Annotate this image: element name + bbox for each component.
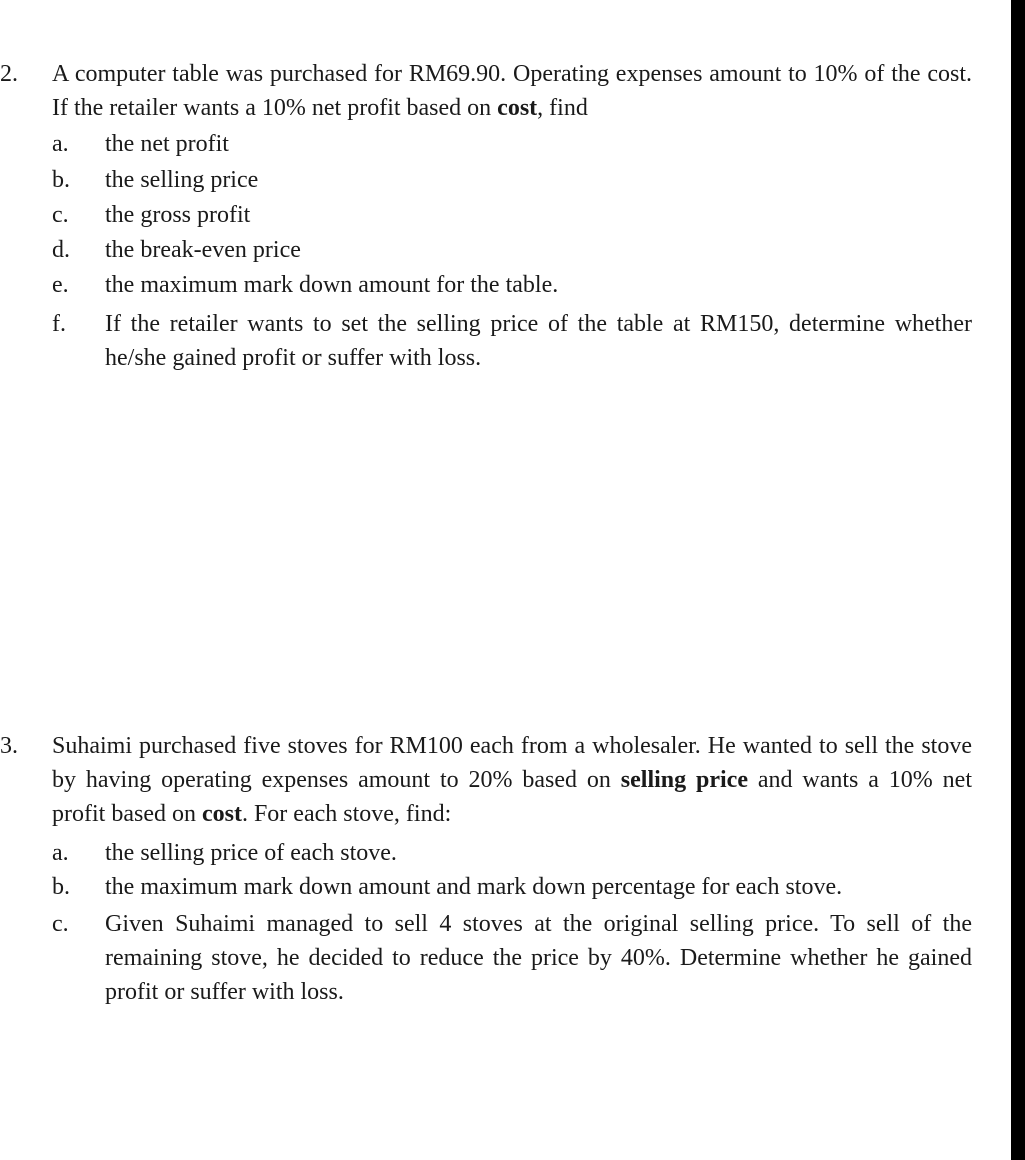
sub-text: the net profit <box>105 131 229 157</box>
question-stem: A computer table was purchased for RM69.90. Operating expenses amount to 10% of the cost. If the retailer wants a 10% net profit based on cost, find <box>52 61 972 121</box>
sub-question-a <box>52 836 972 870</box>
sub-label: b. <box>52 874 70 900</box>
sub-text: the gross profit <box>105 202 251 228</box>
sub-question-e <box>52 268 972 302</box>
sub-label: d. <box>52 237 70 263</box>
page-edge-bar <box>1011 0 1025 1160</box>
sub-label: c. <box>52 911 69 937</box>
sub-text: the selling price of each stove. <box>105 840 397 866</box>
sub-question-b <box>52 870 972 904</box>
sub-text: Given Suhaimi managed to sell 4 stoves at the original selling price. To sell of the remaining stove, he decided to reduce the price by 40%. Determine whether he gained profit or suffer with loss. <box>105 911 972 1005</box>
question-number: 2. <box>0 61 18 87</box>
sub-label: a. <box>52 840 69 866</box>
sub-label: b. <box>52 167 70 193</box>
sub-question-f <box>52 307 972 377</box>
sub-label: e. <box>52 272 69 298</box>
sub-text: If the retailer wants to set the selling price of the table at RM150, determine whether he/she gained profit or suffer with loss. <box>105 311 972 371</box>
sub-text: the maximum mark down amount and mark down percentage for each stove. <box>105 874 843 900</box>
question-3 <box>0 729 1000 839</box>
sub-label: f. <box>52 311 66 337</box>
sub-text: the selling price <box>105 167 259 193</box>
sub-question-d <box>52 233 972 267</box>
sub-text: the break-even price <box>105 237 301 263</box>
sub-label: a. <box>52 131 69 157</box>
sub-text: the maximum mark down amount for the table. <box>105 272 559 298</box>
sub-label: c. <box>52 202 69 228</box>
question-number: 3. <box>0 733 18 759</box>
question-stem: Suhaimi purchased five stoves for RM100 each from a wholesaler. He wanted to sell the stove by having operating expenses amount to 20% based on selling price and wants a 10% net profit based on cost. For each stove, find: <box>52 733 973 827</box>
sub-question-b <box>52 163 972 197</box>
sub-question-c <box>52 907 972 1012</box>
sub-question-c <box>52 198 972 232</box>
sub-question-a <box>52 127 972 161</box>
